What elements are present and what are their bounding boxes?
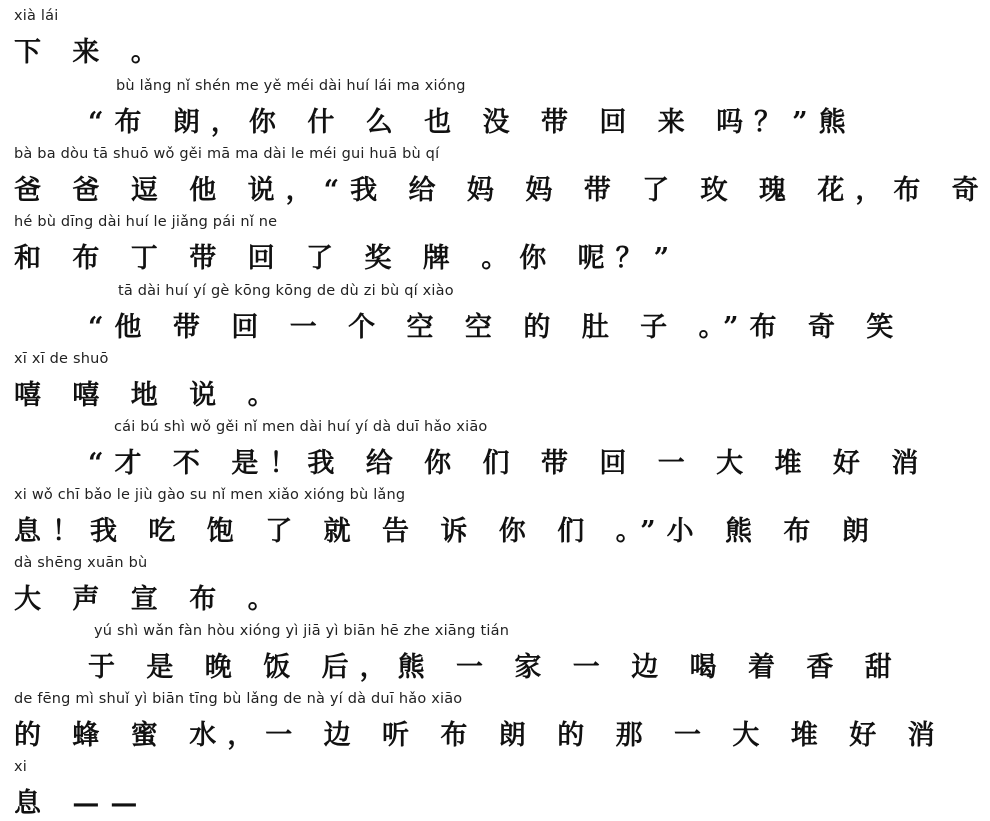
hanzi-line: 于 是 晚 饭 后，熊 一 家 一 边 喝 着 香 甜	[88, 652, 903, 683]
pinyin-line: xī xī de shuō	[14, 351, 109, 367]
hanzi-line: 爸 爸 逗 他 说，“我 给 妈 妈 带 了 玫 瑰 花，布 奇	[14, 175, 990, 206]
hanzi-line: 息！我 吃 饱 了 就 告 诉 你 们 。”小 熊 布 朗	[14, 516, 880, 547]
hanzi-line: “他 带 回 一 个 空 空 的 肚 子 。”布 奇 笑	[88, 312, 905, 343]
hanzi-line: “才 不 是！我 给 你 们 带 回 一 大 堆 好 消	[88, 448, 930, 479]
hanzi-line: 嘻 嘻 地 说 。	[14, 380, 286, 411]
hanzi-line: 和 布 丁 带 回 了 奖 牌 。你 呢？”	[14, 243, 681, 274]
hanzi-line: “布 朗，你 什 么 也 没 带 回 来 吗？”熊	[88, 107, 857, 138]
pinyin-line: dà shēng xuān bù	[14, 555, 148, 571]
pinyin-line: hé bù dīng dài huí le jiǎng pái nǐ ne	[14, 214, 278, 230]
pinyin-line: cái bú shì wǒ gěi nǐ men dài huí yí dà duī hǎo xiāo	[114, 419, 488, 435]
pinyin-line: tā dài huí yí gè kōng kōng de dù zi bù qí xiào	[118, 283, 454, 299]
hanzi-line: 大 声 宣 布 。	[14, 584, 286, 615]
pinyin-line: xià lái	[14, 8, 59, 24]
hanzi-line: 下 来 。	[14, 37, 169, 68]
hanzi-line: 的 蜂 蜜 水，一 边 听 布 朗 的 那 一 大 堆 好 消	[14, 720, 946, 751]
pinyin-line: bà ba dòu tā shuō wǒ gěi mā ma dài le méi gui huā bù qí	[14, 146, 440, 162]
hanzi-line: 息 ——	[14, 788, 149, 819]
pinyin-line: xi wǒ chī bǎo le jiù gào su nǐ men xiǎo xióng bù lǎng	[14, 487, 406, 503]
pinyin-line: xi	[14, 759, 28, 775]
pinyin-line: de fēng mì shuǐ yì biān tīng bù lǎng de nà yí dà duī hǎo xiāo	[14, 691, 463, 707]
pinyin-line: bù lǎng nǐ shén me yě méi dài huí lái ma xióng	[116, 78, 466, 94]
pinyin-line: yú shì wǎn fàn hòu xióng yì jiā yì biān hē zhe xiāng tián	[94, 623, 510, 639]
